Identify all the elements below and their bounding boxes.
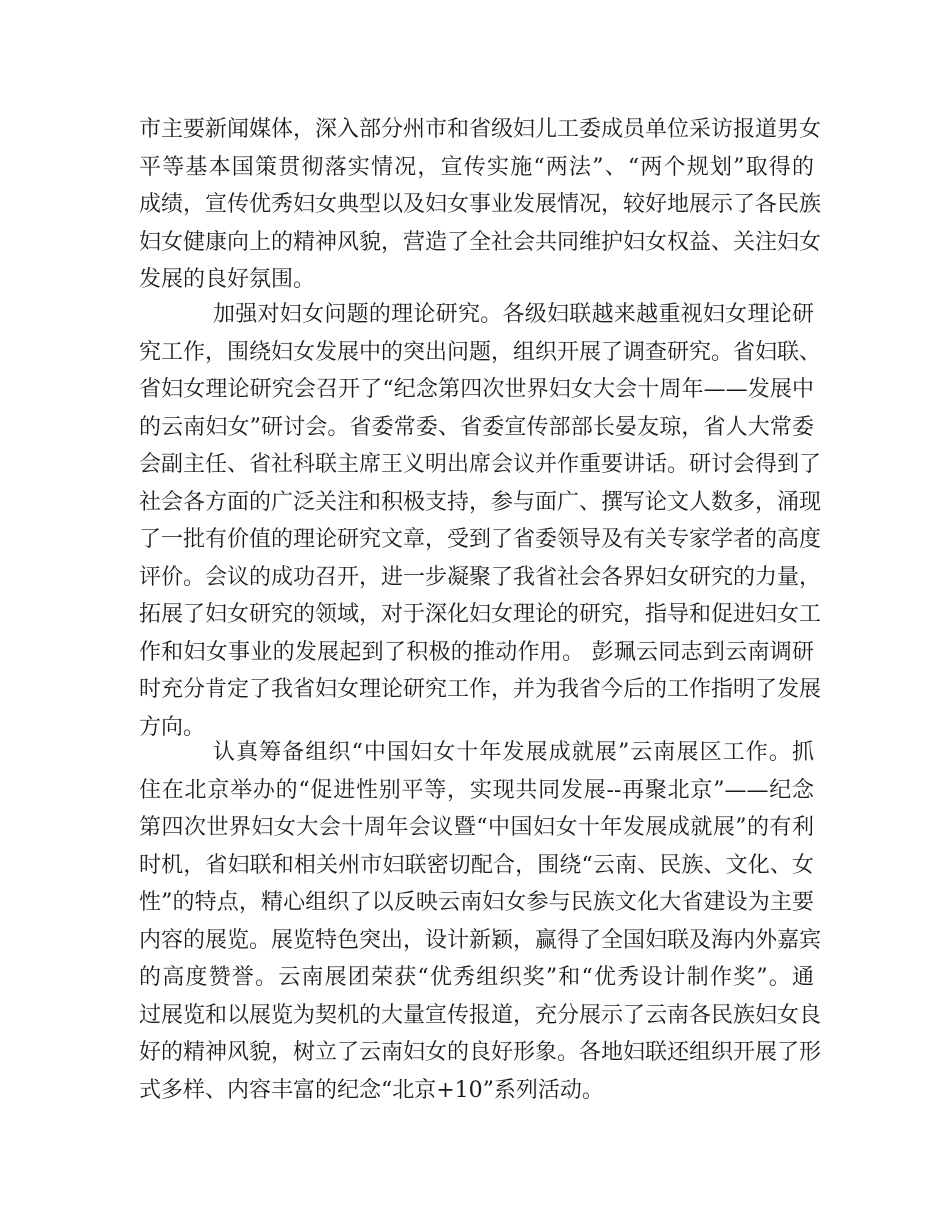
text-line: 第四次世界妇女大会十周年会议暨“中国妇女十年发展成就展”的有利 xyxy=(139,815,814,840)
text-line: 的高度赞誉。云南展团荣获“优秀组织奖”和“优秀设计制作奖”。通 xyxy=(139,965,814,990)
paragraph-media-coverage xyxy=(139,111,822,299)
text-line: 会副主任、省社科联主席王义明出席会议并作重要讲话。研讨会得到了 xyxy=(139,452,822,477)
paragraph-exhibition xyxy=(139,734,822,1109)
text-line: 成绩，宣传优秀妇女典型以及妇女事业发展情况，较好地展示了各民族 xyxy=(139,192,822,217)
paragraph-theory-research xyxy=(139,296,822,746)
text-line: 省妇女理论研究会召开了“纪念第四次世界妇女大会十周年——发展中 xyxy=(139,377,814,402)
text-line: 式多样、内容丰富的纪念“北京+10”系列活动。 xyxy=(139,1077,604,1103)
text-line: 平等基本国策贯彻落实情况，宣传实施“两法”、“两个规划”取得的 xyxy=(139,154,814,180)
text-line: 市主要新闻媒体，深入部分州市和省级妇儿工委成员单位采访报道男女 xyxy=(139,117,822,142)
text-line: 加强对妇女问题的理论研究。各级妇联越来越重视妇女理论研 xyxy=(213,302,814,327)
text-line: 评价。会议的成功召开，进一步凝聚了我省社会各界妇女研究的力量， xyxy=(139,564,822,590)
text-line: 认真筹备组织“中国妇女十年发展成就展”云南展区工作。抓 xyxy=(213,740,814,765)
text-line: 好的精神风貌，树立了云南妇女的良好形象。各地妇联还组织开展了形 xyxy=(139,1040,822,1065)
text-line: 性”的特点，精心组织了以反映云南妇女参与民族文化大省建设为主要 xyxy=(139,890,814,915)
text-line: 住在北京举办的“促进性别平等，实现共同发展--再聚北京”——纪念 xyxy=(139,777,814,803)
text-line: 究工作，围绕妇女发展中的突出问题，组织开展了调查研究。省妇联、 xyxy=(139,339,822,365)
text-line: 社会各方面的广泛关注和积极支持，参与面广、撰写论文人数多，涌现 xyxy=(139,489,822,515)
text-line: 过展览和以展览为契机的大量宣传报道，充分展示了云南各民族妇女良 xyxy=(139,1002,822,1028)
text-line: 妇女健康向上的精神风貌，营造了全社会共同维护妇女权益、关注妇女 xyxy=(139,229,822,255)
text-line: 了一批有价值的理论研究文章，受到了省委领导及有关专家学者的高度 xyxy=(139,527,822,552)
text-line: 发展的良好氛围。 xyxy=(139,267,316,292)
text-line: 拓展了妇女研究的领域，对于深化妇女理论的研究，指导和促进妇女工 xyxy=(139,602,822,627)
text-line: 的云南妇女”研讨会。省委常委、省委宣传部部长晏友琼，省人大常委 xyxy=(139,414,814,440)
text-line: 内容的展览。展览特色突出，设计新颖，赢得了全国妇联及海内外嘉宾 xyxy=(139,927,822,953)
text-line: 方向。 xyxy=(139,714,206,740)
text-line: 作和妇女事业的发展起到了积极的推动作用。 彭珮云同志到云南调研 xyxy=(139,639,814,665)
text-line: 时充分肯定了我省妇女理论研究工作，并为我省今后的工作指明了发展 xyxy=(139,677,822,702)
text-line: 时机，省妇联和相关州市妇联密切配合，围绕“云南、民族、文化、女 xyxy=(139,852,814,878)
